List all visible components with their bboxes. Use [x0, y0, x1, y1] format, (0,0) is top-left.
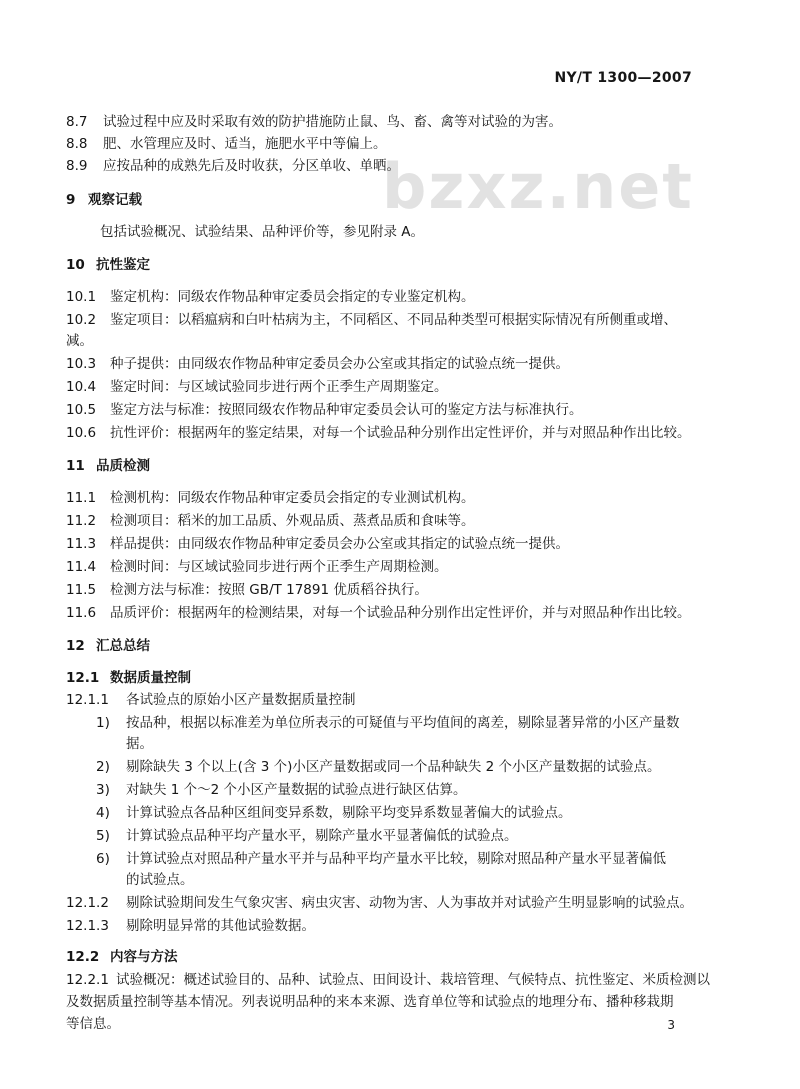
clause-text: 种子提供：由同级农作物品种审定委员会办公室或其指定的试验点统一提供。 [110, 356, 569, 372]
clause-text: 鉴定时间：与区域试验同步进行两个正季生产周期鉴定。 [110, 379, 448, 395]
clause-number: 11.6 [66, 605, 97, 621]
section-number: 11 [66, 458, 85, 474]
list-item-text-continued: 据。 [126, 736, 153, 752]
list-item-number: 5) [96, 828, 110, 844]
section-number: 10 [66, 257, 85, 273]
clause-text: 品质评价：根据两年的检测结果，对每一个试验品种分别作出定性评价，并与对照品种作出比较。 [110, 605, 691, 621]
clause-number: 12.1.2 [66, 895, 109, 911]
list-item-text: 剔除缺失 3 个以上(含 3 个)小区产量数据或同一个品种缺失 2 个小区产量数据的试验点。 [126, 759, 661, 775]
clause-text: 检测项目：稻米的加工品质、外观品质、蒸煮品质和食味等。 [110, 513, 475, 529]
list-item-number: 4) [96, 805, 110, 821]
paragraph-text: 包括试验概况、试验结果、品种评价等，参见附录 A。 [100, 224, 425, 240]
clause-text: 检测机构：同级农作物品种审定委员会指定的专业测试机构。 [110, 490, 475, 506]
subsection-number: 12.1 [66, 670, 100, 686]
watermark: bzxz.net [382, 150, 694, 223]
clause-number: 12.1.1 [66, 692, 109, 708]
clause-number: 12.1.3 [66, 918, 109, 934]
clause-text: 鉴定机构：同级农作物品种审定委员会指定的专业鉴定机构。 [110, 289, 475, 305]
clause-text: 各试验点的原始小区产量数据质量控制 [126, 692, 356, 708]
clause-text: 鉴定项目：以稻瘟病和白叶枯病为主，不同稻区、不同品种类型可根据实际情况有所侧重或增、 [110, 312, 677, 328]
list-item-number: 3) [96, 782, 110, 798]
list-item-text-continued: 的试验点。 [126, 872, 194, 888]
clause-text: 剔除明显异常的其他试验数据。 [126, 918, 315, 934]
clause-text: 抗性评价：根据两年的鉴定结果，对每一个试验品种分别作出定性评价，并与对照品种作出比较。 [110, 425, 691, 441]
list-item-number: 2) [96, 759, 110, 775]
clause-text: 鉴定方法与标准：按照同级农作物品种审定委员会认可的鉴定方法与标准执行。 [110, 402, 583, 418]
clause-number: 8.7 [66, 114, 88, 130]
page-number: 3 [667, 1018, 675, 1032]
clause-text: 试验概况：概述试验目的、品种、试验点、田间设计、栽培管理、气候特点、抗性鉴定、米质检测以 [116, 972, 710, 988]
clause-number: 11.2 [66, 513, 97, 529]
clause-number: 11.3 [66, 536, 97, 552]
clause-text: 样品提供：由同级农作物品种审定委员会办公室或其指定的试验点统一提供。 [110, 536, 569, 552]
clause-number: 10.1 [66, 289, 97, 305]
section-title: 抗性鉴定 [96, 257, 150, 273]
clause-number: 8.9 [66, 158, 88, 174]
clause-text-continued: 等信息。 [66, 1016, 120, 1032]
subsection-title: 内容与方法 [110, 949, 178, 965]
clause-number: 11.1 [66, 490, 97, 506]
clause-text: 检测方法与标准：按照 GB/T 17891 优质稻谷执行。 [110, 582, 428, 598]
clause-number: 10.6 [66, 425, 97, 441]
clause-number: 11.5 [66, 582, 97, 598]
subsection-title: 数据质量控制 [110, 670, 191, 686]
section-number: 12 [66, 638, 85, 654]
clause-text: 应按品种的成熟先后及时收获，分区单收、单晒。 [103, 158, 400, 174]
clause-number: 8.8 [66, 136, 88, 152]
clause-number: 10.5 [66, 402, 97, 418]
section-title: 观察记载 [88, 192, 142, 208]
clause-text: 剔除试验期间发生气象灾害、病虫灾害、动物为害、人为事故并对试验产生明显影响的试验点。 [126, 895, 693, 911]
list-item-number: 6) [96, 851, 110, 867]
clause-text: 肥、水管理应及时、适当，施肥水平中等偏上。 [103, 136, 387, 152]
clause-number: 10.2 [66, 312, 97, 328]
clause-text: 试验过程中应及时采取有效的防护措施防止鼠、鸟、畜、禽等对试验的为害。 [103, 114, 562, 130]
clause-text-continued: 减。 [66, 333, 93, 349]
list-item-text: 按品种，根据以标准差为单位所表示的可疑值与平均值间的离差，剔除显著异常的小区产量数 [126, 715, 680, 731]
subsection-number: 12.2 [66, 949, 100, 965]
list-item-text: 计算试验点对照品种产量水平并与品种平均产量水平比较，剔除对照品种产量水平显著偏低 [126, 851, 666, 867]
section-title: 品质检测 [96, 458, 150, 474]
clause-number: 10.4 [66, 379, 97, 395]
clause-text-continued: 及数据质量控制等基本情况。列表说明品种的来本来源、选育单位等和试验点的地理分布、播种移栽期 [66, 994, 674, 1010]
section-number: 9 [66, 192, 76, 208]
document-number-header: NY/T 1300—2007 [554, 70, 692, 86]
clause-text: 检测时间：与区域试验同步进行两个正季生产周期检测。 [110, 559, 448, 575]
list-item-text: 计算试验点品种平均产量水平，剔除产量水平显著偏低的试验点。 [126, 828, 518, 844]
clause-number: 11.4 [66, 559, 97, 575]
list-item-text: 对缺失 1 个～2 个小区产量数据的试验点进行缺区估算。 [126, 782, 467, 798]
list-item-number: 1) [96, 715, 110, 731]
clause-number: 10.3 [66, 356, 97, 372]
clause-number: 12.2.1 [66, 972, 109, 988]
list-item-text: 计算试验点各品种区组间变异系数，剔除平均变异系数显著偏大的试验点。 [126, 805, 572, 821]
section-title: 汇总总结 [96, 638, 150, 654]
